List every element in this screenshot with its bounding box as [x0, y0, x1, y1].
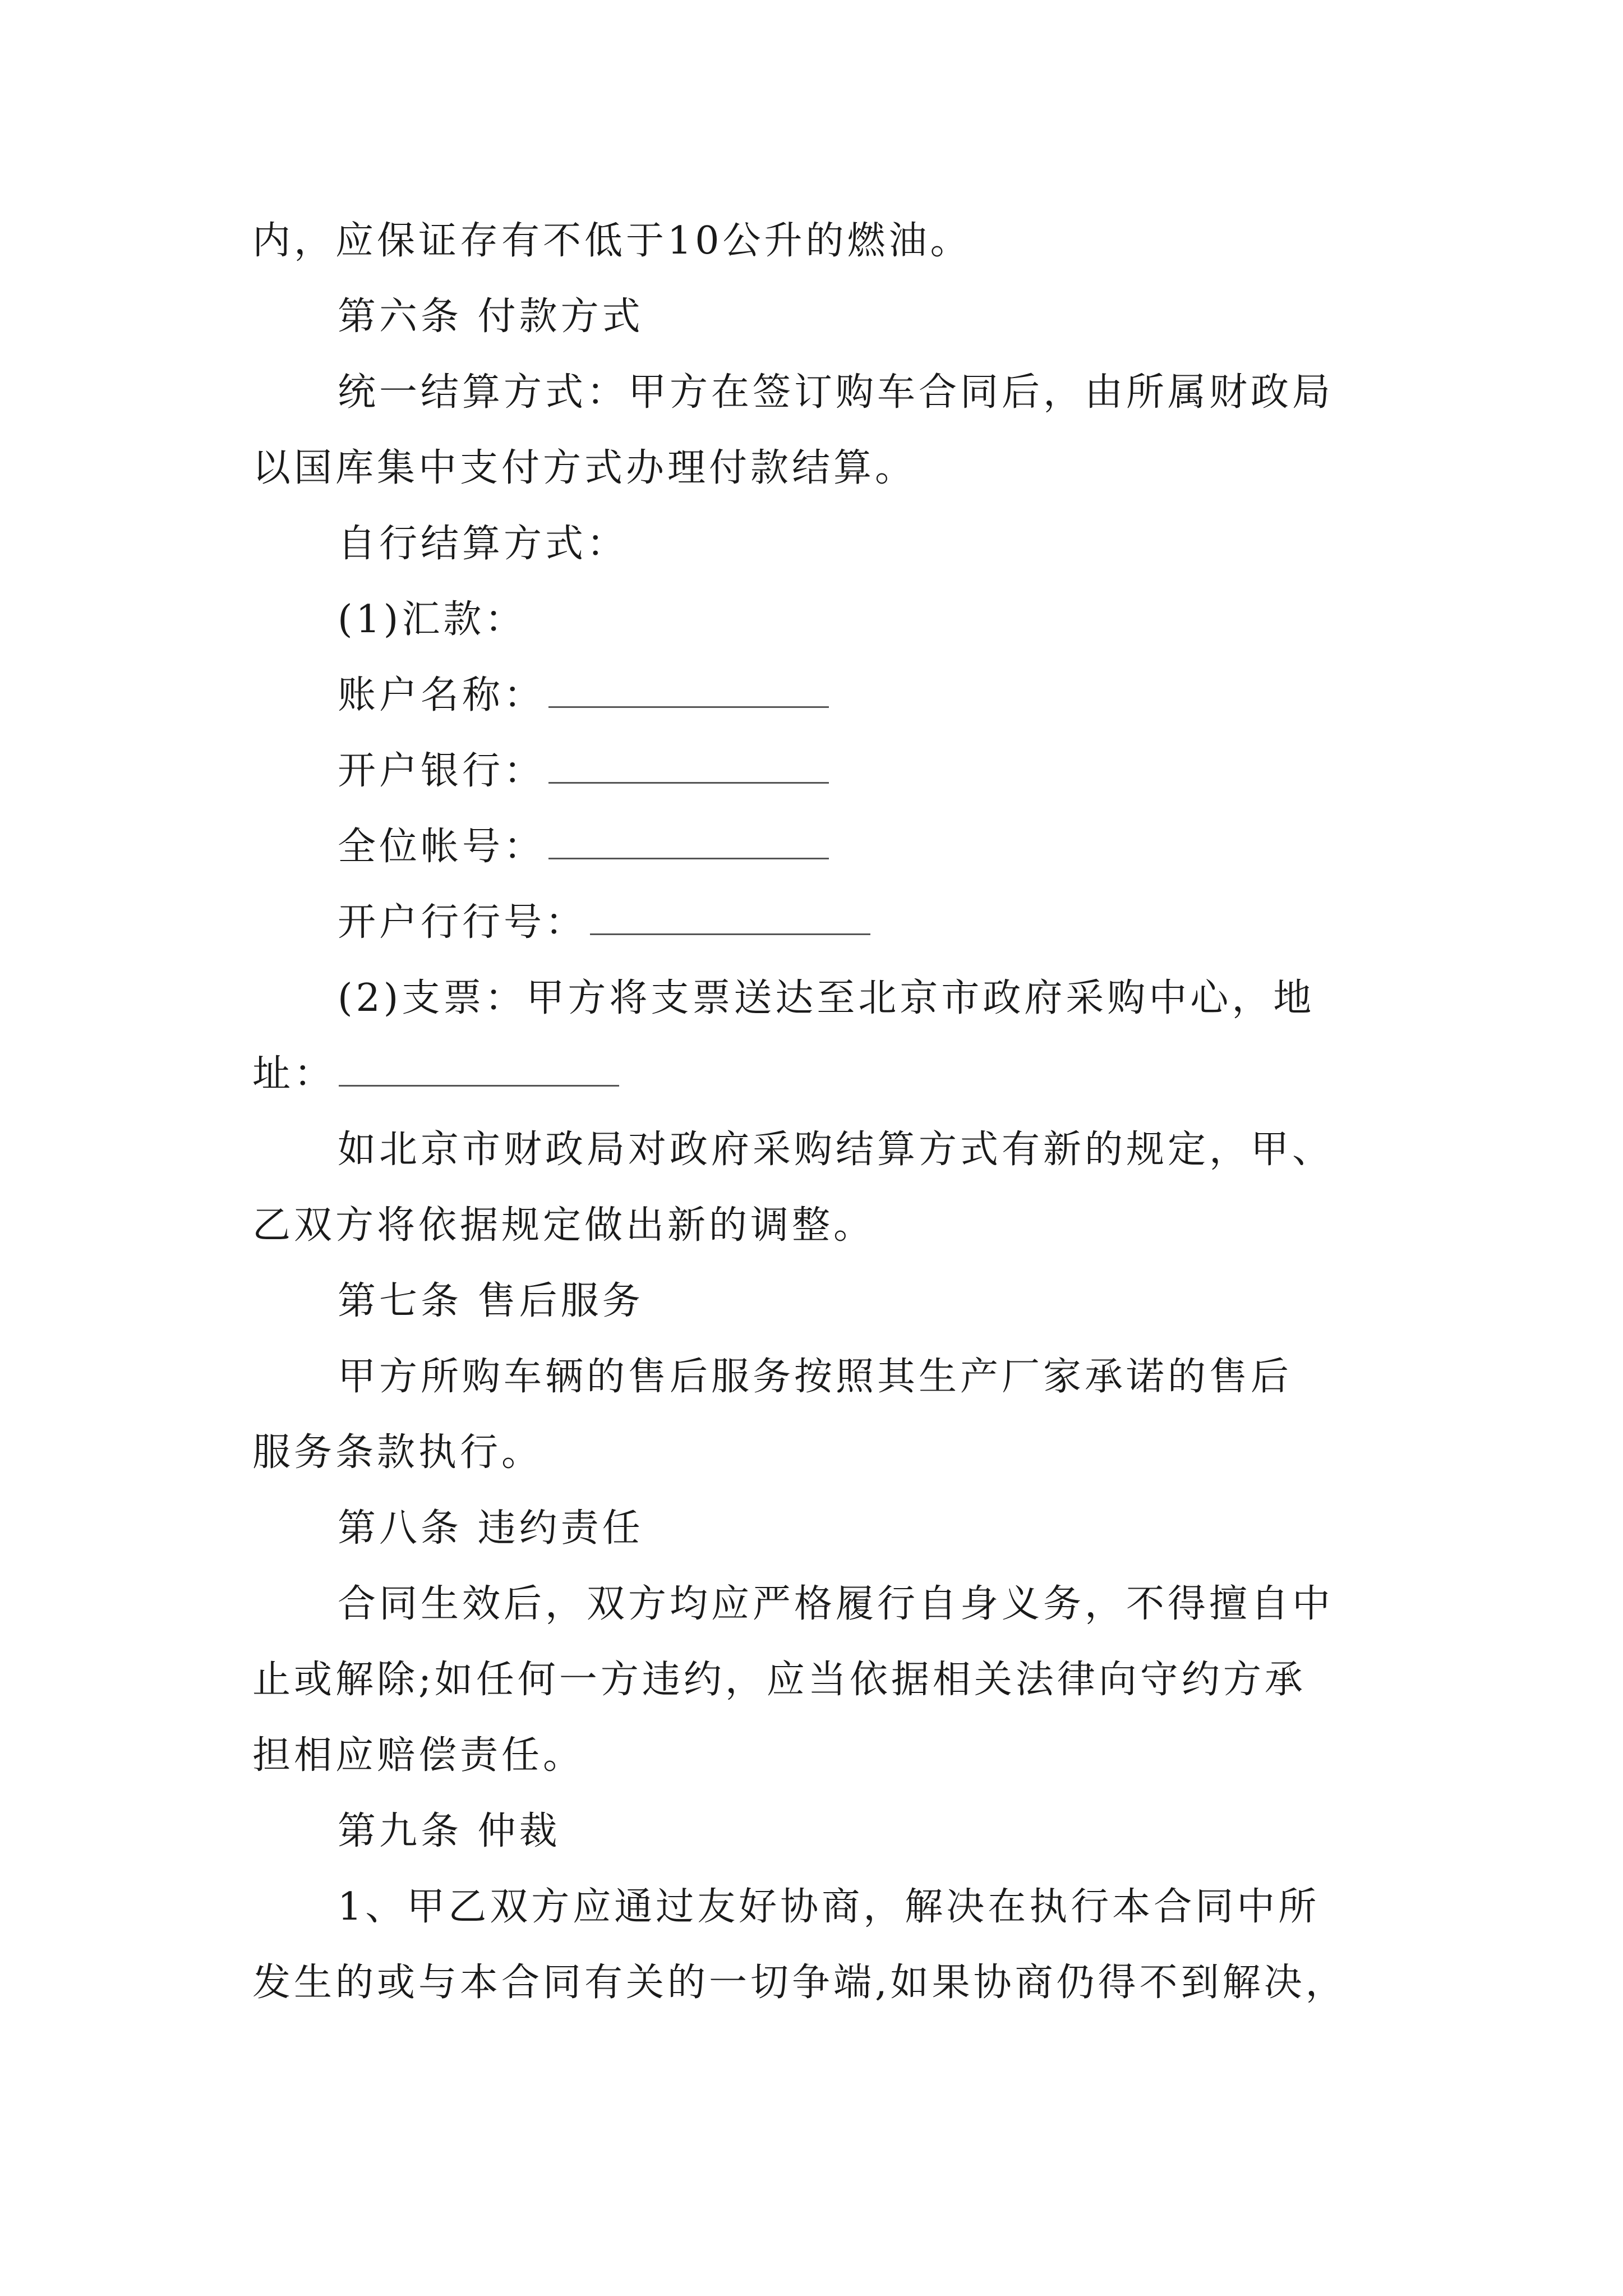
blank-line	[548, 673, 829, 708]
paragraph-line: (1)汇款：	[338, 597, 527, 642]
paragraph-line: 以国库集中支付方式办理付款结算。	[252, 446, 917, 490]
form-row-address	[252, 1046, 619, 1102]
article-9-heading: 第九条 仲裁	[338, 1809, 561, 1853]
paragraph-line: 止或解除;如任何一方违约，应当依据相关法律向守约方承	[252, 1658, 1306, 1702]
paragraph-line-fuel: 内，应保证存有不低于10公升的燃油。	[252, 219, 972, 263]
blank-line	[590, 900, 870, 935]
paragraph-line: 担相应赔偿责任。	[252, 1733, 585, 1778]
form-label: 账户名称：	[338, 673, 546, 717]
paragraph-line: 发生的或与本合同有关的一切争端,如果协商仍得不到解决，	[252, 1961, 1347, 2005]
form-label: 址：	[252, 1052, 336, 1096]
blank-line	[548, 748, 829, 784]
form-label: 开户行行号：	[338, 900, 587, 945]
article-6-heading: 第六条 付款方式	[338, 295, 644, 339]
paragraph-line: 服务条款执行。	[252, 1430, 543, 1475]
paragraph-line: 自行结算方式：	[338, 522, 629, 566]
paragraph-line: 合同生效后，双方均应严格履行自身义务，不得擅自中	[338, 1582, 1334, 1626]
paragraph-line: (2)支票：甲方将支票送达至北京市政府采购中心，地	[338, 976, 1315, 1020]
paragraph-line: 甲方所购车辆的售后服务按照其生产厂家承诺的售后	[338, 1355, 1293, 1399]
form-row-bank	[338, 743, 829, 799]
blank-line	[548, 824, 829, 859]
article-8-heading: 第八条 违约责任	[338, 1506, 644, 1550]
paragraph-line: 1、甲乙双方应通过友好协商，解决在执行本合同中所	[338, 1885, 1320, 1929]
paragraph-line: 乙双方将依据规定做出新的调整。	[252, 1203, 875, 1248]
paragraph-line: 统一结算方式：甲方在签订购车合同后，由所属财政局	[338, 370, 1334, 415]
form-label: 开户银行：	[338, 749, 546, 793]
article-7-heading: 第七条 售后服务	[338, 1279, 644, 1323]
form-row-bank-code	[338, 895, 870, 951]
form-row-account-name	[338, 668, 829, 724]
blank-line	[339, 1051, 619, 1087]
paragraph-line: 如北京市财政局对政府采购结算方式有新的规定，甲、	[338, 1128, 1334, 1172]
form-row-account-number	[338, 819, 829, 875]
form-label: 全位帐号：	[338, 825, 546, 869]
